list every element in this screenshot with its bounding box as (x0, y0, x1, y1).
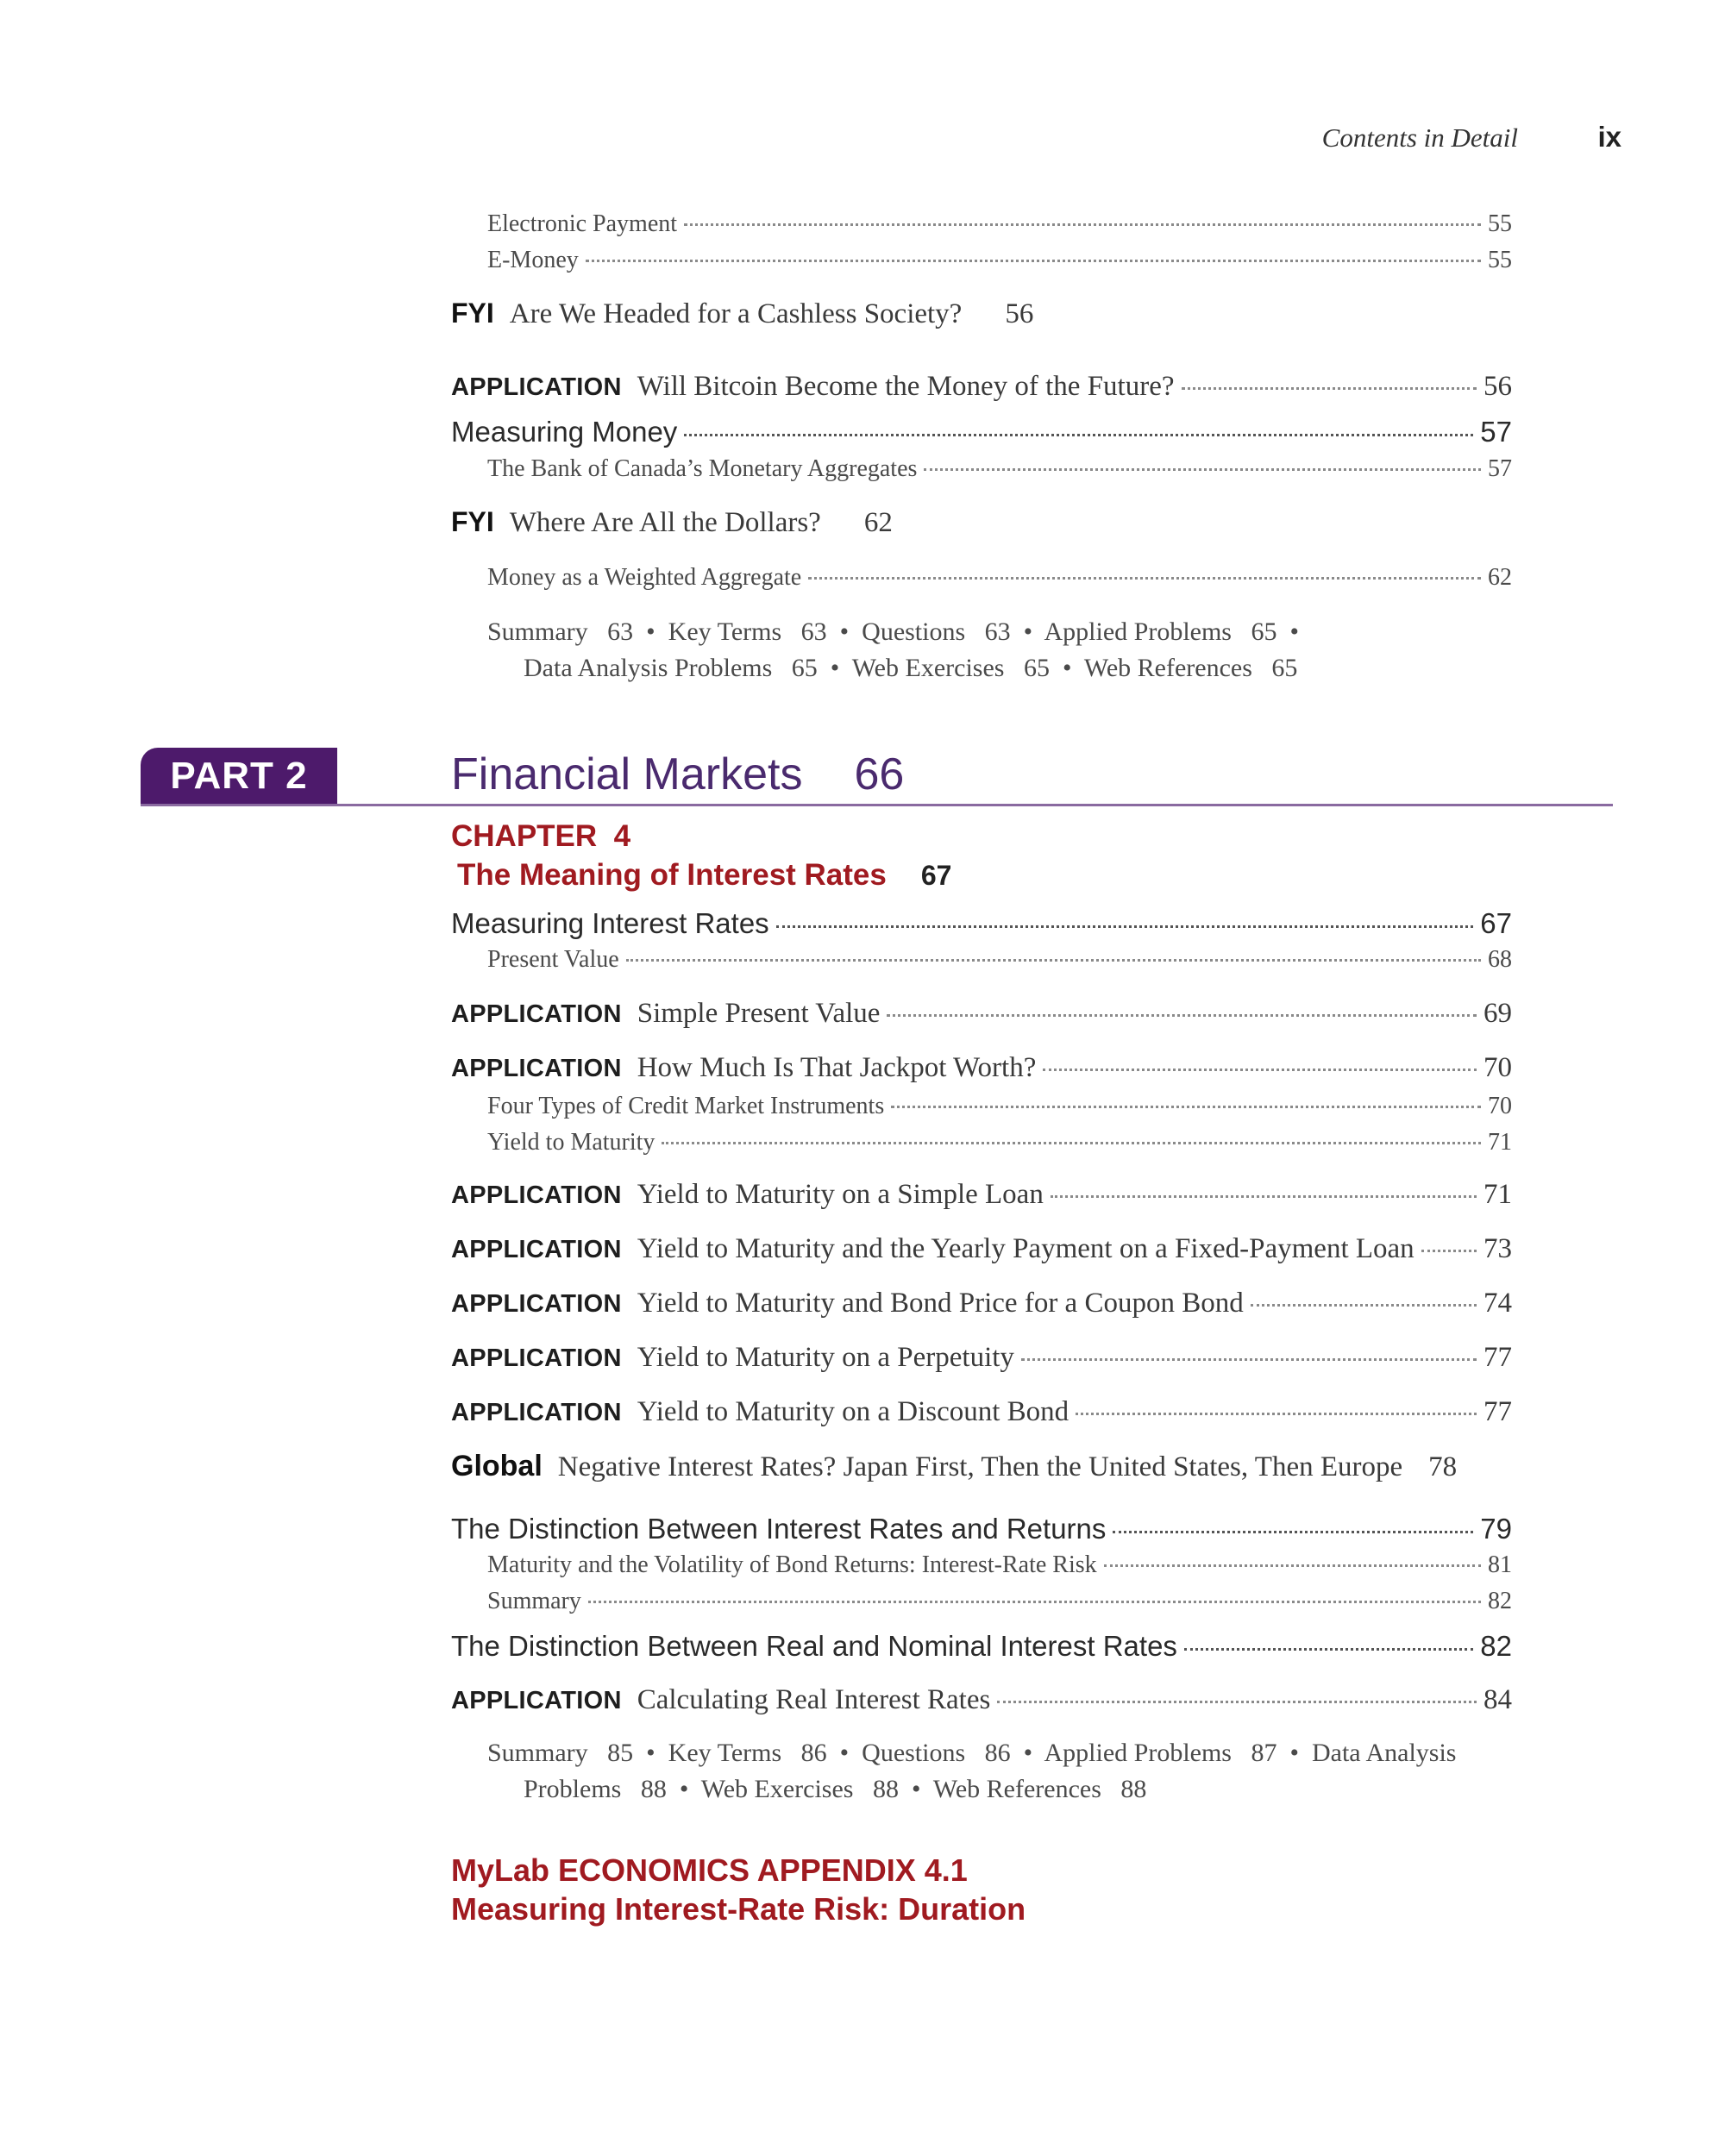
application-ytm-perpetuity[interactable] (451, 1342, 1512, 1374)
part-title[interactable] (451, 749, 904, 800)
toc-entry-weighted-aggregate[interactable] (487, 564, 1512, 592)
chapter-title[interactable] (457, 858, 951, 893)
application-page: 77 (1484, 1396, 1512, 1427)
end-matter-line-1: Summary 85 • Key Terms 86 • Questions 86 • Applied Problems 87 • Data Analysis (487, 1739, 1457, 1767)
chapter-title-text: The Meaning of Interest Rates (457, 858, 887, 892)
entry-page: 57 (1480, 416, 1512, 448)
entry-title: Four Types of Credit Market Instruments (487, 1093, 885, 1119)
application-title: Yield to Maturity on a Simple Loan (637, 1179, 1044, 1210)
application-label: APPLICATION (451, 1236, 622, 1263)
dot-leader (1076, 1413, 1477, 1415)
application-title: Yield to Maturity and Bond Price for a Coupon Bond (637, 1288, 1244, 1319)
entry-title: Maturity and the Volatility of Bond Returns: Interest-Rate Risk (487, 1551, 1097, 1578)
dot-leader (1421, 1250, 1477, 1252)
application-simple-present-value[interactable] (451, 998, 1512, 1030)
entry-page: 68 (1488, 946, 1512, 973)
toc-entry-e-money[interactable] (487, 247, 1512, 274)
dot-leader (808, 577, 1481, 580)
feature-title: Are We Headed for a Cashless Society? (509, 298, 963, 329)
part-badge-label: PART 2 (170, 755, 308, 797)
dot-leader (924, 468, 1481, 471)
dot-leader (662, 1142, 1481, 1144)
toc-entry-maturity-volatility[interactable] (487, 1551, 1512, 1579)
chapter-end-matter (487, 614, 1548, 686)
application-label: APPLICATION (451, 1344, 622, 1372)
application-page: 84 (1484, 1684, 1512, 1715)
dot-leader (626, 959, 1481, 962)
entry-page: 62 (1488, 564, 1512, 591)
global-negative-rates[interactable] (451, 1450, 1457, 1483)
part-title-text: Financial Markets (451, 749, 803, 799)
end-matter-line-1: Summary 63 • Key Terms 63 • Questions 63 • Applied Problems 65 • (487, 617, 1299, 646)
dot-leader (1021, 1358, 1477, 1361)
fyi-cashless-society[interactable] (451, 298, 1033, 330)
entry-page: 79 (1480, 1513, 1512, 1545)
entry-page: 81 (1488, 1551, 1512, 1578)
application-page: 56 (1484, 371, 1512, 402)
dot-leader (887, 1014, 1477, 1017)
application-title: Simple Present Value (637, 998, 881, 1029)
entry-page: 55 (1488, 210, 1512, 237)
entry-page: 67 (1480, 907, 1512, 939)
dot-leader (588, 1601, 1481, 1603)
toc-entry-four-types[interactable] (487, 1093, 1512, 1120)
fyi-label: FYI (451, 506, 494, 537)
part-badge (141, 748, 337, 805)
end-matter-line-2: Problems 88 • Web Exercises 88 • Web References 88 (524, 1775, 1147, 1803)
application-ytm-discount-bond[interactable] (451, 1396, 1512, 1428)
application-title: Yield to Maturity on a Discount Bond (637, 1396, 1070, 1427)
application-label: APPLICATION (451, 1687, 622, 1714)
dot-leader (586, 260, 1481, 262)
entry-title: Electronic Payment (487, 210, 678, 237)
application-label: APPLICATION (451, 1000, 622, 1028)
appendix-title[interactable]: Measuring Interest-Rate Risk: Duration (451, 1891, 1026, 1927)
toc-entry-distinction-returns[interactable] (451, 1513, 1512, 1545)
chapter-label: CHAPTER 4 (451, 819, 631, 853)
dot-leader (1043, 1069, 1477, 1071)
entry-page: 82 (1480, 1630, 1512, 1662)
entry-title: Yield to Maturity (487, 1129, 656, 1156)
application-label: APPLICATION (451, 1055, 622, 1082)
entry-page: 55 (1488, 247, 1512, 273)
dot-leader (776, 925, 1474, 928)
entry-page: 71 (1488, 1129, 1512, 1156)
application-ytm-fixed-payment[interactable] (451, 1233, 1512, 1265)
application-ytm-coupon-bond[interactable] (451, 1288, 1512, 1319)
entry-title: The Bank of Canada’s Monetary Aggregates (487, 455, 918, 482)
application-page: 71 (1484, 1179, 1512, 1210)
entry-title: E-Money (487, 247, 579, 273)
dot-leader (684, 223, 1481, 226)
application-ytm-simple-loan[interactable] (451, 1179, 1512, 1211)
feature-title: Negative Interest Rates? Japan First, Then the United States, Then Europe (557, 1451, 1403, 1482)
entry-title: Money as a Weighted Aggregate (487, 564, 802, 591)
dot-leader (684, 434, 1473, 436)
running-head (1121, 121, 1622, 164)
toc-entry-boc-aggregates[interactable] (487, 455, 1512, 483)
toc-entry-yield-to-maturity[interactable] (487, 1129, 1512, 1156)
entry-page: 70 (1488, 1093, 1512, 1119)
application-jackpot[interactable] (451, 1052, 1512, 1084)
entry-title: Measuring Money (451, 416, 678, 448)
application-label: APPLICATION (451, 373, 622, 401)
entry-title: Measuring Interest Rates (451, 907, 769, 939)
toc-entry-electronic-payment[interactable] (487, 210, 1512, 238)
appendix-label: MyLab ECONOMICS APPENDIX 4.1 (451, 1852, 968, 1888)
fyi-label: FYI (451, 298, 494, 329)
entry-title: Present Value (487, 946, 619, 973)
running-head-title: Contents in Detail (1321, 122, 1518, 153)
application-page: 69 (1484, 998, 1512, 1029)
application-label: APPLICATION (451, 1399, 622, 1426)
dot-leader (1184, 1648, 1473, 1651)
application-title: How Much Is That Jackpot Worth? (637, 1052, 1037, 1083)
application-title: Yield to Maturity and the Yearly Payment on a Fixed-Payment Loan (637, 1233, 1414, 1264)
toc-entry-present-value[interactable] (487, 946, 1512, 974)
feature-page: 78 (1428, 1451, 1458, 1482)
toc-entry-distinction-real-nominal[interactable] (451, 1630, 1512, 1663)
dot-leader (891, 1106, 1481, 1108)
end-matter-line-2: Data Analysis Problems 65 • Web Exercises 65 • Web References 65 (524, 654, 1298, 682)
application-page: 73 (1484, 1233, 1512, 1264)
dot-leader (1113, 1531, 1473, 1533)
dot-leader (1051, 1195, 1477, 1198)
toc-entry-measuring-interest-rates[interactable] (451, 907, 1512, 940)
chapter-page: 67 (920, 860, 952, 891)
part-divider-rule (141, 804, 1613, 806)
toc-entry-summary[interactable] (487, 1588, 1512, 1615)
global-label: Global (451, 1450, 543, 1482)
feature-title: Where Are All the Dollars? (509, 507, 821, 538)
application-label: APPLICATION (451, 1290, 622, 1318)
feature-page: 56 (1005, 298, 1034, 329)
application-page: 77 (1484, 1342, 1512, 1373)
chapter-end-matter-4 (487, 1735, 1548, 1808)
page-number: ix (1597, 121, 1622, 153)
application-bitcoin[interactable] (451, 371, 1512, 403)
dot-leader (1251, 1304, 1477, 1307)
part-page: 66 (854, 749, 905, 799)
entry-title: Summary (487, 1588, 581, 1614)
application-title: Will Bitcoin Become the Money of the Future? (637, 371, 1175, 402)
application-title: Calculating Real Interest Rates (637, 1684, 991, 1715)
feature-page: 62 (863, 507, 893, 538)
application-label: APPLICATION (451, 1181, 622, 1209)
dot-leader (1104, 1564, 1481, 1567)
application-real-interest-rates[interactable] (451, 1684, 1512, 1716)
application-page: 70 (1484, 1052, 1512, 1083)
entry-page: 82 (1488, 1588, 1512, 1614)
dot-leader (1182, 387, 1477, 390)
application-title: Yield to Maturity on a Perpetuity (637, 1342, 1014, 1373)
toc-entry-measuring-money[interactable] (451, 416, 1512, 448)
entry-title: The Distinction Between Real and Nominal Interest Rates (451, 1630, 1177, 1662)
entry-page: 57 (1488, 455, 1512, 482)
application-page: 74 (1484, 1288, 1512, 1319)
fyi-where-dollars[interactable] (451, 506, 893, 539)
entry-title: The Distinction Between Interest Rates and Returns (451, 1513, 1107, 1545)
dot-leader (997, 1701, 1477, 1703)
